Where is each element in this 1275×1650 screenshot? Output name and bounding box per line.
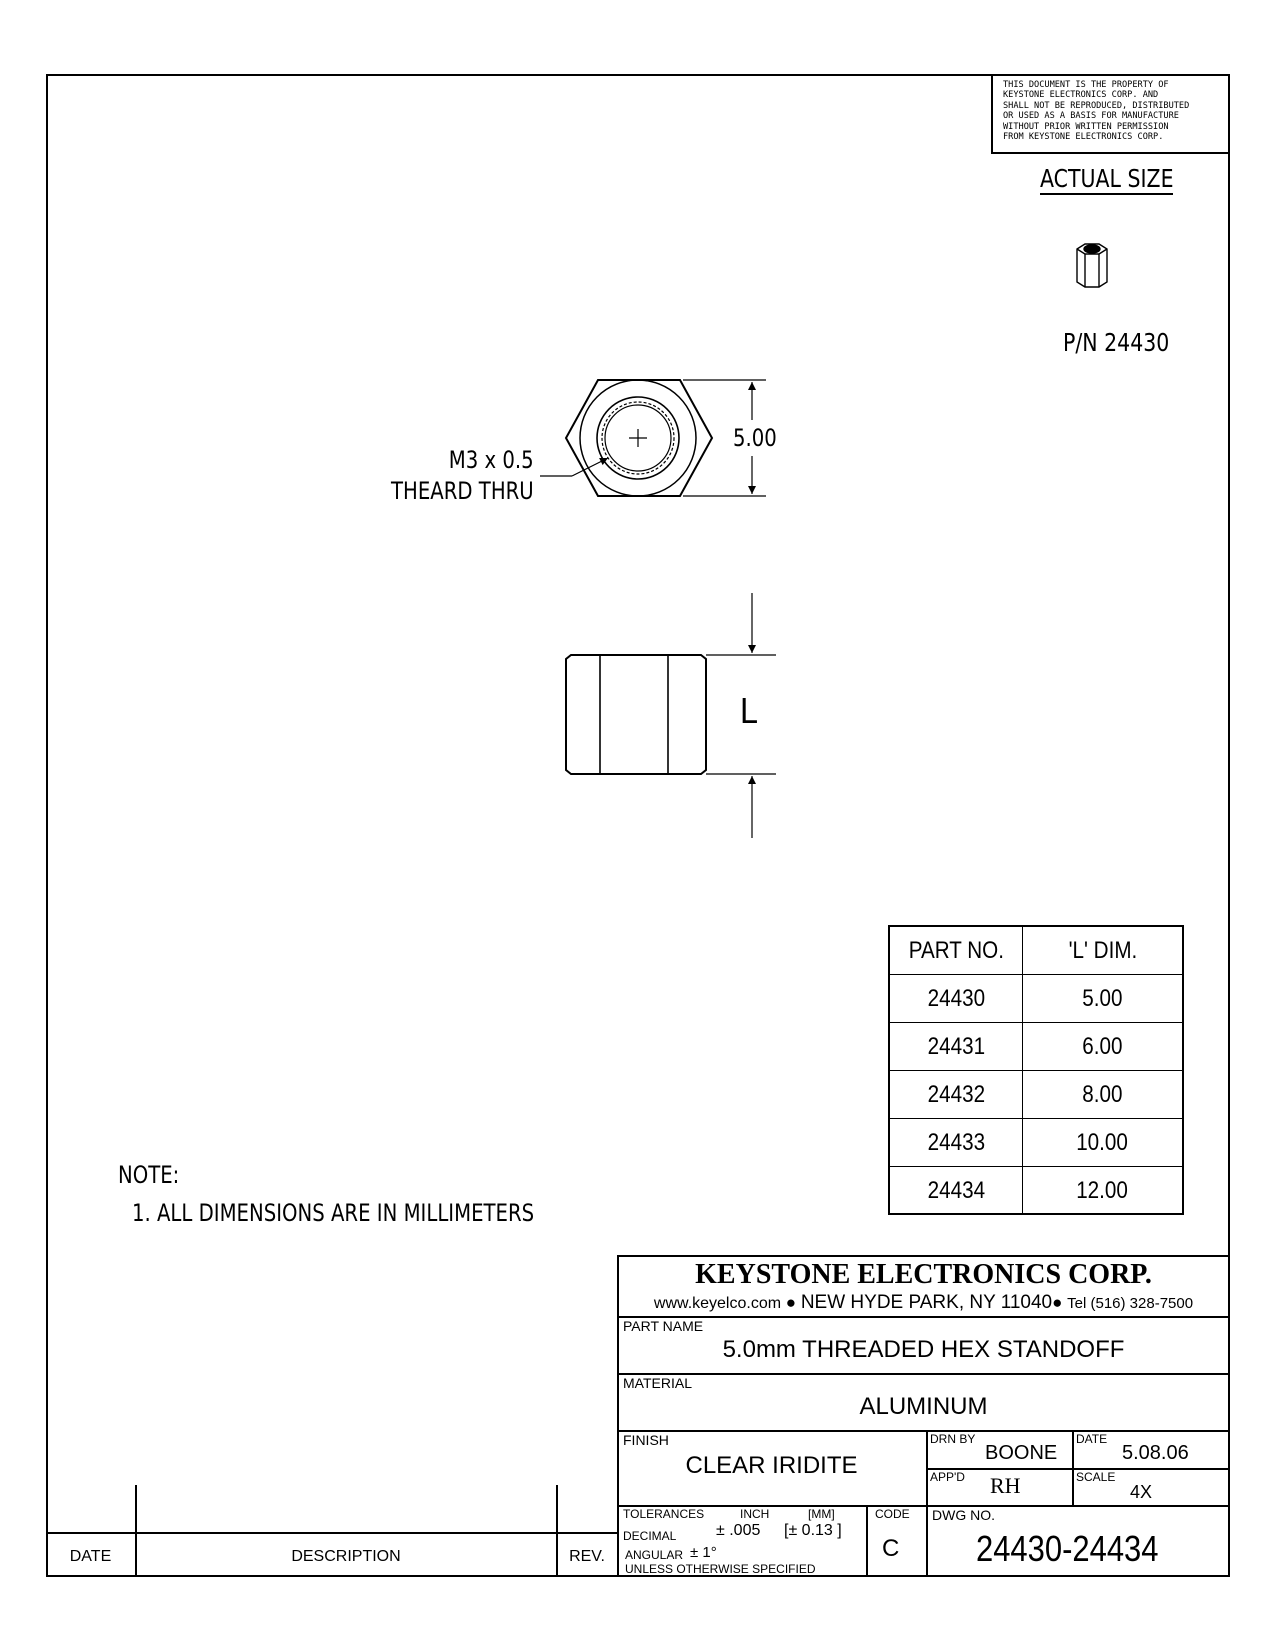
divider (617, 1430, 1230, 1432)
notice-line: SHALL NOT BE REPRODUCED, DISTRIBUTED (1003, 100, 1190, 111)
finish-label: FINISH (623, 1432, 669, 1448)
mm-label: [MM] (808, 1507, 835, 1521)
table-row (890, 1071, 1182, 1119)
dwg-no-label: DWG NO. (932, 1507, 995, 1523)
divider (617, 1373, 1230, 1375)
revision-block-top-border (46, 1532, 617, 1534)
company-phone: Tel (516) 328-7500 (1067, 1295, 1194, 1312)
actual-size-part-number: P/N 24430 (1063, 328, 1170, 357)
revision-date-label: DATE (69, 1548, 112, 1565)
table-row (890, 975, 1182, 1023)
dwg-no: 24430-24434 (976, 1528, 1159, 1569)
decimal-inch-tolerance: ± .005 (716, 1522, 761, 1539)
company-website: www.keyelco.com (653, 1295, 782, 1312)
l-dim-cell: 12.00 (1076, 1177, 1129, 1204)
hex-top-view (566, 380, 712, 496)
l-dim-cell: 5.00 (1082, 984, 1123, 1012)
table-row (890, 1023, 1182, 1071)
date-label: DATE (1076, 1432, 1108, 1446)
notice-line: THIS DOCUMENT IS THE PROPERTY OF (1003, 80, 1169, 90)
part-number-cell: 24434 (927, 1177, 985, 1204)
part-name: 5.0mm THREADED HEX STANDOFF (722, 1336, 1125, 1363)
actual-size-label: ACTUAL SIZE (1040, 164, 1174, 193)
angular-label: ANGULAR (625, 1548, 684, 1562)
drn-by: BOONE (985, 1442, 1058, 1464)
divider (926, 1430, 928, 1577)
l-dim-cell: 6.00 (1082, 1032, 1123, 1060)
table-row (890, 1167, 1182, 1215)
notice-line: OR USED AS A BASIS FOR MANUFACTURE (1003, 111, 1179, 122)
material-label: MATERIAL (623, 1375, 692, 1391)
company-name: KEYSTONE ELECTRONICS CORP. (695, 1259, 1152, 1290)
l-dim-cell: 10.00 (1076, 1128, 1129, 1156)
divider (617, 1505, 1230, 1507)
divider (1072, 1430, 1074, 1505)
material: ALUMINUM (859, 1393, 988, 1420)
thread-callout-line2: THEARD THRU (391, 477, 534, 505)
drn-by-label: DRN BY (930, 1432, 976, 1446)
angular-tolerance: ± 1° (690, 1544, 717, 1561)
notice-line: FROM KEYSTONE ELECTRONICS CORP. (1003, 132, 1164, 143)
code: C (882, 1535, 900, 1562)
revision-description-label: DESCRIPTION (291, 1548, 401, 1565)
drawing-date: 5.08.06 (1122, 1442, 1189, 1464)
table-header-row (890, 927, 1182, 975)
length-dimension-label: L (740, 690, 759, 731)
part-number-cell: 24430 (927, 984, 985, 1012)
notes (118, 1156, 534, 1232)
bullet-icon: ● (1052, 1293, 1063, 1312)
bullet-icon: ● (785, 1293, 797, 1312)
parts-table (888, 925, 1184, 1215)
hex-dimension-value: 5.00 (733, 424, 777, 452)
part-name-label: PART NAME (623, 1318, 704, 1334)
decimal-mm-tolerance: [± 0.13 ] (784, 1522, 842, 1539)
divider (866, 1505, 868, 1577)
finish: CLEAR IRIDITE (685, 1452, 858, 1479)
tolerances-label: TOLERANCES (623, 1507, 705, 1521)
note-heading: NOTE: (118, 1161, 180, 1189)
table-row (890, 1119, 1182, 1167)
company-address: NEW HYDE PARK, NY 11040 (800, 1292, 1053, 1313)
l-dim-cell: 8.00 (1082, 1080, 1123, 1108)
actual-size-standoff-icon (1077, 244, 1107, 287)
thread-callout-line1: M3 x 0.5 (448, 446, 534, 474)
notice-line: KEYSTONE ELECTRONICS CORP. AND (1003, 90, 1159, 101)
title-block-top-border (617, 1255, 1230, 1257)
scale-label: SCALE (1076, 1470, 1116, 1484)
code-label: CODE (875, 1507, 910, 1521)
note-item: 1. ALL DIMENSIONS ARE IN MILLIMETERS (131, 1199, 535, 1227)
thread-callout-leader (540, 458, 608, 476)
header-part-no: PART NO. (908, 936, 1004, 964)
divider (617, 1316, 1230, 1318)
notice-line: WITHOUT PRIOR WRITTEN PERMISSION (1003, 121, 1169, 132)
appd-label: APP'D (930, 1470, 965, 1484)
part-number-cell: 24433 (927, 1128, 985, 1156)
revision-rev-label: REV. (569, 1548, 605, 1565)
thread-callout (391, 445, 534, 507)
part-number-cell: 24431 (927, 1032, 985, 1060)
hex-side-view (566, 655, 706, 774)
inch-label: INCH (740, 1507, 770, 1521)
unless-specified: UNLESS OTHERWISE SPECIFIED (625, 1562, 816, 1576)
appd: RH (990, 1473, 1021, 1498)
part-number-cell: 24432 (927, 1080, 985, 1108)
scale: 4X (1130, 1482, 1153, 1502)
decimal-label: DECIMAL (623, 1529, 677, 1543)
company-contact (617, 1292, 1230, 1314)
header-l-dim: 'L' DIM. (1068, 936, 1137, 964)
